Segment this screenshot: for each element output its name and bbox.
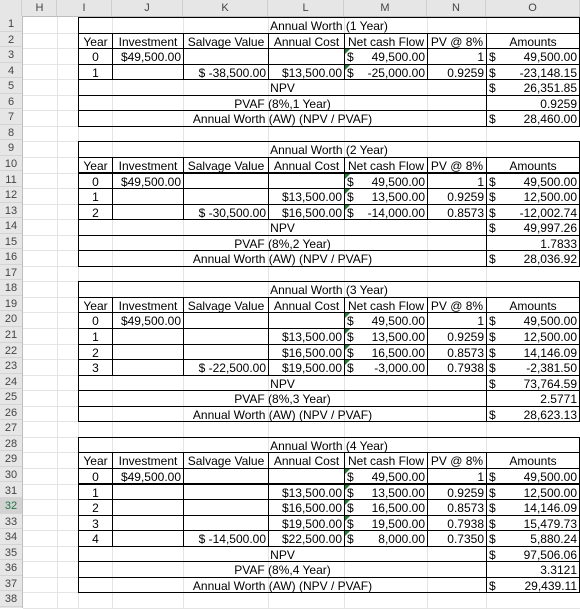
currency-symbol: $ — [489, 221, 496, 236]
pv-cell[interactable]: 1 — [427, 48, 487, 65]
pv-cell[interactable]: 0.7938 — [427, 359, 487, 376]
amount-cell[interactable] — [486, 468, 580, 485]
row-header-5[interactable]: 5 — [0, 78, 22, 94]
error-indicator-icon[interactable] — [345, 49, 350, 54]
salvage-cell[interactable] — [183, 468, 269, 485]
row-header-33[interactable]: 33 — [0, 514, 22, 530]
year-cell[interactable]: 4 — [78, 530, 113, 547]
row-header-6[interactable]: 6 — [0, 94, 22, 110]
salvage-cell[interactable]: $ -30,500.00 — [183, 204, 269, 221]
row-header-20[interactable]: 20 — [0, 311, 22, 327]
row-header-23[interactable]: 23 — [0, 358, 22, 374]
row-header-7[interactable]: 7 — [0, 109, 22, 125]
npv-label[interactable]: NPV — [78, 375, 487, 392]
header-year[interactable]: Year — [78, 33, 113, 50]
header-salvage[interactable]: Salvage Value — [183, 452, 269, 469]
header-pv[interactable]: PV @ 8% — [427, 297, 487, 314]
table-title[interactable]: Annual Worth (4 Year) — [78, 437, 580, 454]
pvaf-value[interactable]: 1.7833 — [486, 235, 580, 252]
column-header-o[interactable]: O — [486, 0, 580, 16]
row-header-12[interactable]: 12 — [0, 187, 22, 203]
header-pv[interactable]: PV @ 8% — [427, 452, 487, 469]
amount-cell[interactable] — [486, 515, 580, 532]
annual-cost-cell[interactable]: $16,500.00 — [268, 499, 345, 516]
salvage-cell[interactable] — [183, 344, 269, 361]
currency-symbol: $ — [347, 50, 354, 65]
amount-cell[interactable] — [486, 484, 580, 501]
annual-cost-cell[interactable]: $13,500.00 — [268, 64, 345, 81]
currency-symbol: $ — [489, 50, 496, 65]
investment-cell[interactable]: $49,500.00 — [112, 48, 184, 65]
currency-symbol: $ — [347, 485, 354, 500]
header-pv[interactable]: PV @ 8% — [427, 157, 487, 174]
currency-symbol: $ — [489, 532, 496, 547]
currency-symbol: $ — [489, 345, 496, 360]
pv-cell[interactable]: 0.8573 — [427, 499, 487, 516]
year-cell[interactable]: 1 — [78, 188, 113, 205]
amount-cell[interactable] — [486, 204, 580, 221]
amount-cell[interactable] — [486, 173, 580, 190]
npv-value[interactable] — [486, 375, 580, 392]
currency-symbol: $ — [489, 501, 496, 516]
npv-value[interactable] — [486, 79, 580, 96]
currency-symbol: $ — [489, 516, 496, 531]
column-header-j[interactable]: J — [112, 0, 183, 16]
net-cash-flow-cell[interactable] — [344, 48, 428, 65]
row-header-11[interactable]: 11 — [0, 172, 22, 188]
investment-cell[interactable] — [112, 328, 184, 345]
header-amounts[interactable]: Amounts — [486, 297, 580, 314]
net-cash-flow-cell[interactable] — [344, 484, 428, 501]
currency-symbol: $ — [489, 174, 496, 189]
investment-cell[interactable] — [112, 204, 184, 221]
cell-value: 49,500.00 — [371, 174, 425, 189]
header-annual-cost[interactable]: Annual Cost — [268, 157, 345, 174]
net-cash-flow-cell[interactable] — [344, 204, 428, 221]
currency-symbol: $ — [489, 547, 496, 562]
net-cash-flow-cell[interactable] — [344, 188, 428, 205]
cell-value: 49,500.00 — [371, 469, 425, 484]
cell-value: 28,036.92 — [523, 252, 577, 267]
header-pv[interactable]: PV @ 8% — [427, 33, 487, 50]
cell-value: 28,623.13 — [523, 407, 577, 422]
aw-value[interactable] — [486, 250, 580, 267]
salvage-cell[interactable] — [183, 48, 269, 65]
currency-symbol: $ — [489, 407, 496, 422]
header-year[interactable]: Year — [78, 157, 113, 174]
row-header-22[interactable]: 22 — [0, 343, 22, 359]
error-indicator-icon[interactable] — [345, 531, 350, 536]
error-indicator-icon[interactable] — [345, 205, 350, 210]
error-indicator-icon[interactable] — [345, 65, 350, 70]
annual-cost-cell[interactable]: $19,500.00 — [268, 359, 345, 376]
investment-cell[interactable] — [112, 499, 184, 516]
header-investment[interactable]: Investment — [112, 157, 184, 174]
header-net-cash_flow[interactable]: Net cash Flow — [344, 33, 428, 50]
annual-cost-cell[interactable]: $13,500.00 — [268, 484, 345, 501]
row-header-30[interactable]: 30 — [0, 467, 22, 483]
amount-cell[interactable] — [486, 499, 580, 516]
cell-value: -14,000.00 — [367, 205, 425, 220]
year-cell[interactable]: 2 — [78, 204, 113, 221]
error-indicator-icon[interactable] — [345, 329, 350, 334]
pv-cell[interactable]: 0.9259 — [427, 484, 487, 501]
currency-symbol: $ — [489, 81, 496, 96]
npv-label[interactable]: NPV — [78, 546, 487, 563]
select-all-corner[interactable] — [0, 0, 22, 16]
table-title[interactable]: Annual Worth (1 Year) — [78, 17, 580, 34]
row-header-17[interactable]: 17 — [0, 265, 22, 281]
currency-symbol: $ — [489, 252, 496, 267]
cell-value: 12,500.00 — [523, 190, 577, 205]
error-indicator-icon[interactable] — [345, 345, 350, 350]
cell-value: 97,506.06 — [523, 547, 577, 562]
year-cell[interactable]: 1 — [78, 484, 113, 501]
currency-symbol: $ — [347, 330, 354, 344]
header-year[interactable]: Year — [78, 452, 113, 469]
column-header-m[interactable]: M — [344, 0, 427, 16]
annual-cost-cell[interactable]: $13,500.00 — [268, 188, 345, 205]
npv-label[interactable]: NPV — [78, 79, 487, 96]
cell-value: 5,880.24 — [530, 532, 577, 547]
header-net-cash_flow[interactable]: Net cash Flow — [344, 297, 428, 314]
column-header-n[interactable]: N — [427, 0, 486, 16]
header-amounts[interactable]: Amounts — [486, 33, 580, 50]
cell-value: 12,500.00 — [523, 330, 577, 344]
pv-cell[interactable]: 0.8573 — [427, 204, 487, 221]
pv-cell[interactable]: 0.9259 — [427, 188, 487, 205]
row-header-13[interactable]: 13 — [0, 203, 22, 219]
column-header-h[interactable]: H — [23, 0, 57, 16]
column-header-k[interactable]: K — [183, 0, 268, 16]
net-cash-flow-cell[interactable] — [344, 468, 428, 485]
currency-symbol: $ — [347, 516, 354, 531]
row-header-15[interactable]: 15 — [0, 234, 22, 250]
net-cash-flow-cell[interactable] — [344, 499, 428, 516]
pvaf-label[interactable]: PVAF (8%,3 Year) — [78, 390, 487, 407]
currency-symbol: $ — [347, 65, 354, 80]
pvaf-label[interactable]: PVAF (8%,4 Year) — [78, 561, 487, 578]
column-header-bar — [0, 0, 580, 17]
currency-symbol: $ — [347, 190, 354, 205]
row-header-32[interactable]: 32 — [0, 498, 22, 514]
npv-value[interactable] — [486, 219, 580, 236]
row-header-2[interactable]: 2 — [0, 32, 22, 48]
error-indicator-icon[interactable] — [345, 469, 350, 474]
year-cell[interactable]: 0 — [78, 48, 113, 65]
header-amounts[interactable]: Amounts — [486, 452, 580, 469]
year-cell[interactable]: 0 — [78, 468, 113, 485]
investment-cell[interactable]: $49,500.00 — [112, 312, 184, 329]
salvage-cell[interactable] — [183, 484, 269, 501]
salvage-cell[interactable] — [183, 328, 269, 345]
amount-cell[interactable] — [486, 328, 580, 345]
header-annual-cost[interactable]: Annual Cost — [268, 452, 345, 469]
year-cell[interactable]: 0 — [78, 173, 113, 190]
header-annual-cost[interactable]: Annual Cost — [268, 297, 345, 314]
row-header-3[interactable]: 3 — [0, 47, 22, 63]
header-salvage[interactable]: Salvage Value — [183, 157, 269, 174]
cell-value: 19,500.00 — [371, 516, 425, 531]
cell-value: -25,000.00 — [367, 65, 425, 80]
header-annual-cost[interactable]: Annual Cost — [268, 33, 345, 50]
aw-value[interactable] — [486, 110, 580, 127]
pv-cell[interactable]: 1 — [427, 173, 487, 190]
row-header-24[interactable]: 24 — [0, 374, 22, 390]
cell-value: 49,500.00 — [523, 469, 577, 484]
row-header-9[interactable]: 9 — [0, 140, 22, 156]
salvage-cell[interactable]: $ -38,500.00 — [183, 64, 269, 81]
error-indicator-icon[interactable] — [345, 174, 350, 179]
net-cash-flow-cell[interactable] — [344, 312, 428, 329]
aw-value[interactable] — [486, 577, 580, 594]
row-header-25[interactable]: 25 — [0, 389, 22, 405]
currency-symbol: $ — [347, 469, 354, 484]
row-header-31[interactable]: 31 — [0, 483, 22, 499]
investment-cell[interactable] — [112, 484, 184, 501]
annual-cost-cell[interactable]: $16,500.00 — [268, 344, 345, 361]
cell-value: 49,500.00 — [371, 50, 425, 65]
cell-value: 29,439.11 — [524, 578, 577, 593]
year-cell[interactable]: 1 — [78, 64, 113, 81]
row-header-14[interactable]: 14 — [0, 218, 22, 234]
investment-cell[interactable] — [112, 64, 184, 81]
row-header-21[interactable]: 21 — [0, 327, 22, 343]
investment-cell[interactable] — [112, 530, 184, 547]
year-cell[interactable]: 0 — [78, 312, 113, 329]
cell-value: -2,381.50 — [526, 361, 577, 376]
cell-value: 16,500.00 — [371, 501, 425, 516]
cell-value: 13,500.00 — [371, 485, 425, 500]
annual-cost-cell[interactable] — [268, 468, 345, 485]
currency-symbol: $ — [489, 469, 496, 484]
investment-cell[interactable] — [112, 359, 184, 376]
row-header-28[interactable]: 28 — [0, 436, 22, 452]
pvaf-label[interactable]: PVAF (8%,2 Year) — [78, 235, 487, 252]
aw-value[interactable] — [486, 406, 580, 423]
pv-cell[interactable]: 1 — [427, 312, 487, 329]
cell-value: 16,500.00 — [371, 345, 425, 360]
row-header-34[interactable]: 34 — [0, 529, 22, 545]
cell-value: 26,351.85 — [523, 81, 577, 96]
row-header-26[interactable]: 26 — [0, 405, 22, 421]
annual-cost-cell[interactable]: $13,500.00 — [268, 328, 345, 345]
cell-value: 15,479.73 — [523, 516, 577, 531]
npv-label[interactable]: NPV — [78, 219, 487, 236]
error-indicator-icon[interactable] — [345, 189, 350, 194]
row-header-35[interactable]: 35 — [0, 545, 22, 561]
currency-symbol: $ — [489, 361, 496, 376]
row-header-4[interactable]: 4 — [0, 63, 22, 79]
aw-label[interactable]: Annual Worth (AW) (NPV / PVAF) — [78, 250, 487, 267]
net-cash-flow-cell[interactable] — [344, 530, 428, 547]
salvage-cell[interactable] — [183, 499, 269, 516]
cell-value: 12,500.00 — [523, 485, 577, 500]
annual-cost-cell[interactable]: $22,500.00 — [268, 530, 345, 547]
pvaf-label[interactable]: PVAF (8%,1 Year) — [78, 95, 487, 112]
npv-value[interactable] — [486, 546, 580, 563]
pv-cell[interactable]: 0.7938 — [427, 515, 487, 532]
pv-cell[interactable]: 0.9259 — [427, 64, 487, 81]
salvage-cell[interactable] — [183, 173, 269, 190]
currency-symbol: $ — [489, 578, 496, 593]
row-header-19[interactable]: 19 — [0, 296, 22, 312]
amount-cell[interactable] — [486, 359, 580, 376]
header-investment[interactable]: Investment — [112, 297, 184, 314]
annual-cost-cell[interactable] — [268, 48, 345, 65]
amount-cell[interactable] — [486, 312, 580, 329]
investment-cell[interactable]: $49,500.00 — [112, 468, 184, 485]
cell-value: 13,500.00 — [371, 330, 425, 344]
annual-cost-cell[interactable] — [268, 312, 345, 329]
net-cash-flow-cell[interactable] — [344, 359, 428, 376]
currency-symbol: $ — [489, 330, 496, 344]
salvage-cell[interactable] — [183, 188, 269, 205]
table-title[interactable]: Annual Worth (3 Year) — [78, 281, 580, 298]
pv-cell[interactable]: 0.7350 — [427, 530, 487, 547]
header-net-cash_flow[interactable]: Net cash Flow — [344, 157, 428, 174]
header-year[interactable]: Year — [78, 297, 113, 314]
amount-cell[interactable] — [486, 188, 580, 205]
investment-cell[interactable] — [112, 344, 184, 361]
investment-cell[interactable] — [112, 188, 184, 205]
currency-symbol: $ — [347, 174, 354, 189]
currency-symbol: $ — [347, 345, 354, 360]
header-net-cash_flow[interactable]: Net cash Flow — [344, 452, 428, 469]
salvage-cell[interactable] — [183, 312, 269, 329]
amount-cell[interactable] — [486, 64, 580, 81]
row-header-8[interactable]: 8 — [0, 125, 22, 141]
cell-value: 49,997.26 — [523, 221, 577, 236]
error-indicator-icon[interactable] — [345, 500, 350, 505]
currency-symbol: $ — [347, 361, 354, 376]
amount-cell[interactable] — [486, 48, 580, 65]
pv-cell[interactable]: 0.8573 — [427, 344, 487, 361]
header-amounts[interactable]: Amounts — [486, 157, 580, 174]
cell-value: 49,500.00 — [523, 174, 577, 189]
annual-cost-cell[interactable]: $19,500.00 — [268, 515, 345, 532]
error-indicator-icon[interactable] — [345, 313, 350, 318]
cell-value: 8,000.00 — [378, 532, 425, 547]
column-header-l[interactable]: L — [268, 0, 344, 16]
cell-value: 49,500.00 — [371, 314, 425, 329]
cell-value: 13,500.00 — [371, 190, 425, 205]
net-cash-flow-cell[interactable] — [344, 328, 428, 345]
row-header-36[interactable]: 36 — [0, 560, 22, 576]
error-indicator-icon[interactable] — [345, 360, 350, 365]
year-cell[interactable]: 3 — [78, 515, 113, 532]
salvage-cell[interactable] — [183, 515, 269, 532]
row-header-37[interactable]: 37 — [0, 576, 22, 592]
header-salvage[interactable]: Salvage Value — [183, 297, 269, 314]
salvage-cell[interactable]: $ -22,500.00 — [183, 359, 269, 376]
net-cash-flow-cell[interactable] — [344, 173, 428, 190]
row-header-38[interactable]: 38 — [0, 591, 22, 607]
cell-value: 28,460.00 — [523, 112, 577, 127]
year-cell[interactable]: 2 — [78, 499, 113, 516]
row-header-10[interactable]: 10 — [0, 156, 22, 172]
aw-label[interactable]: Annual Worth (AW) (NPV / PVAF) — [78, 406, 487, 423]
year-cell[interactable]: 1 — [78, 328, 113, 345]
currency-symbol: $ — [489, 314, 496, 329]
cell-value: 49,500.00 — [523, 314, 577, 329]
row-header-18[interactable]: 18 — [0, 280, 22, 296]
net-cash-flow-cell[interactable] — [344, 344, 428, 361]
net-cash-flow-cell[interactable] — [344, 515, 428, 532]
annual-cost-cell[interactable]: $16,500.00 — [268, 204, 345, 221]
amount-cell[interactable] — [486, 530, 580, 547]
currency-symbol: $ — [347, 205, 354, 220]
currency-symbol: $ — [489, 65, 496, 80]
error-indicator-icon[interactable] — [345, 485, 350, 490]
cell-value: -3,000.00 — [374, 361, 425, 376]
pvaf-value[interactable]: 0.9259 — [486, 95, 580, 112]
currency-symbol: $ — [347, 314, 354, 329]
currency-symbol: $ — [347, 532, 354, 547]
pvaf-value[interactable]: 2.5771 — [486, 390, 580, 407]
annual-cost-cell[interactable] — [268, 173, 345, 190]
pv-cell[interactable]: 0.9259 — [427, 328, 487, 345]
aw-label[interactable]: Annual Worth (AW) (NPV / PVAF) — [78, 577, 487, 594]
currency-symbol: $ — [489, 485, 496, 500]
header-investment[interactable]: Investment — [112, 33, 184, 50]
investment-cell[interactable]: $49,500.00 — [112, 173, 184, 190]
cell-value: -23,148.15 — [519, 65, 577, 80]
pv-cell[interactable]: 1 — [427, 468, 487, 485]
currency-symbol: $ — [489, 205, 496, 220]
cell-value: 49,500.00 — [523, 50, 577, 65]
error-indicator-icon[interactable] — [345, 516, 350, 521]
currency-symbol: $ — [347, 501, 354, 516]
row-header-27[interactable]: 27 — [0, 420, 22, 436]
column-header-i[interactable]: I — [57, 0, 112, 16]
cell-value: 14,146.09 — [523, 345, 577, 360]
year-cell[interactable]: 3 — [78, 359, 113, 376]
header-salvage[interactable]: Salvage Value — [183, 33, 269, 50]
row-header-1[interactable]: 1 — [0, 16, 22, 32]
row-header-bar — [0, 16, 23, 608]
pvaf-value[interactable]: 3.3121 — [486, 561, 580, 578]
cell-value: -12,002.74 — [519, 205, 577, 220]
amount-cell[interactable] — [486, 344, 580, 361]
row-header-16[interactable]: 16 — [0, 249, 22, 265]
year-cell[interactable]: 2 — [78, 344, 113, 361]
header-investment[interactable]: Investment — [112, 452, 184, 469]
currency-symbol: $ — [489, 190, 496, 205]
currency-symbol: $ — [489, 112, 496, 127]
cell-value: 73,764.59 — [523, 376, 577, 391]
salvage-cell[interactable]: $ -14,500.00 — [183, 530, 269, 547]
row-header-29[interactable]: 29 — [0, 451, 22, 467]
table-title[interactable]: Annual Worth (2 Year) — [78, 141, 580, 158]
investment-cell[interactable] — [112, 515, 184, 532]
net-cash-flow-cell[interactable] — [344, 64, 428, 81]
currency-symbol: $ — [489, 376, 496, 391]
cell-value: 14,146.09 — [523, 501, 577, 516]
aw-label[interactable]: Annual Worth (AW) (NPV / PVAF) — [78, 110, 487, 127]
